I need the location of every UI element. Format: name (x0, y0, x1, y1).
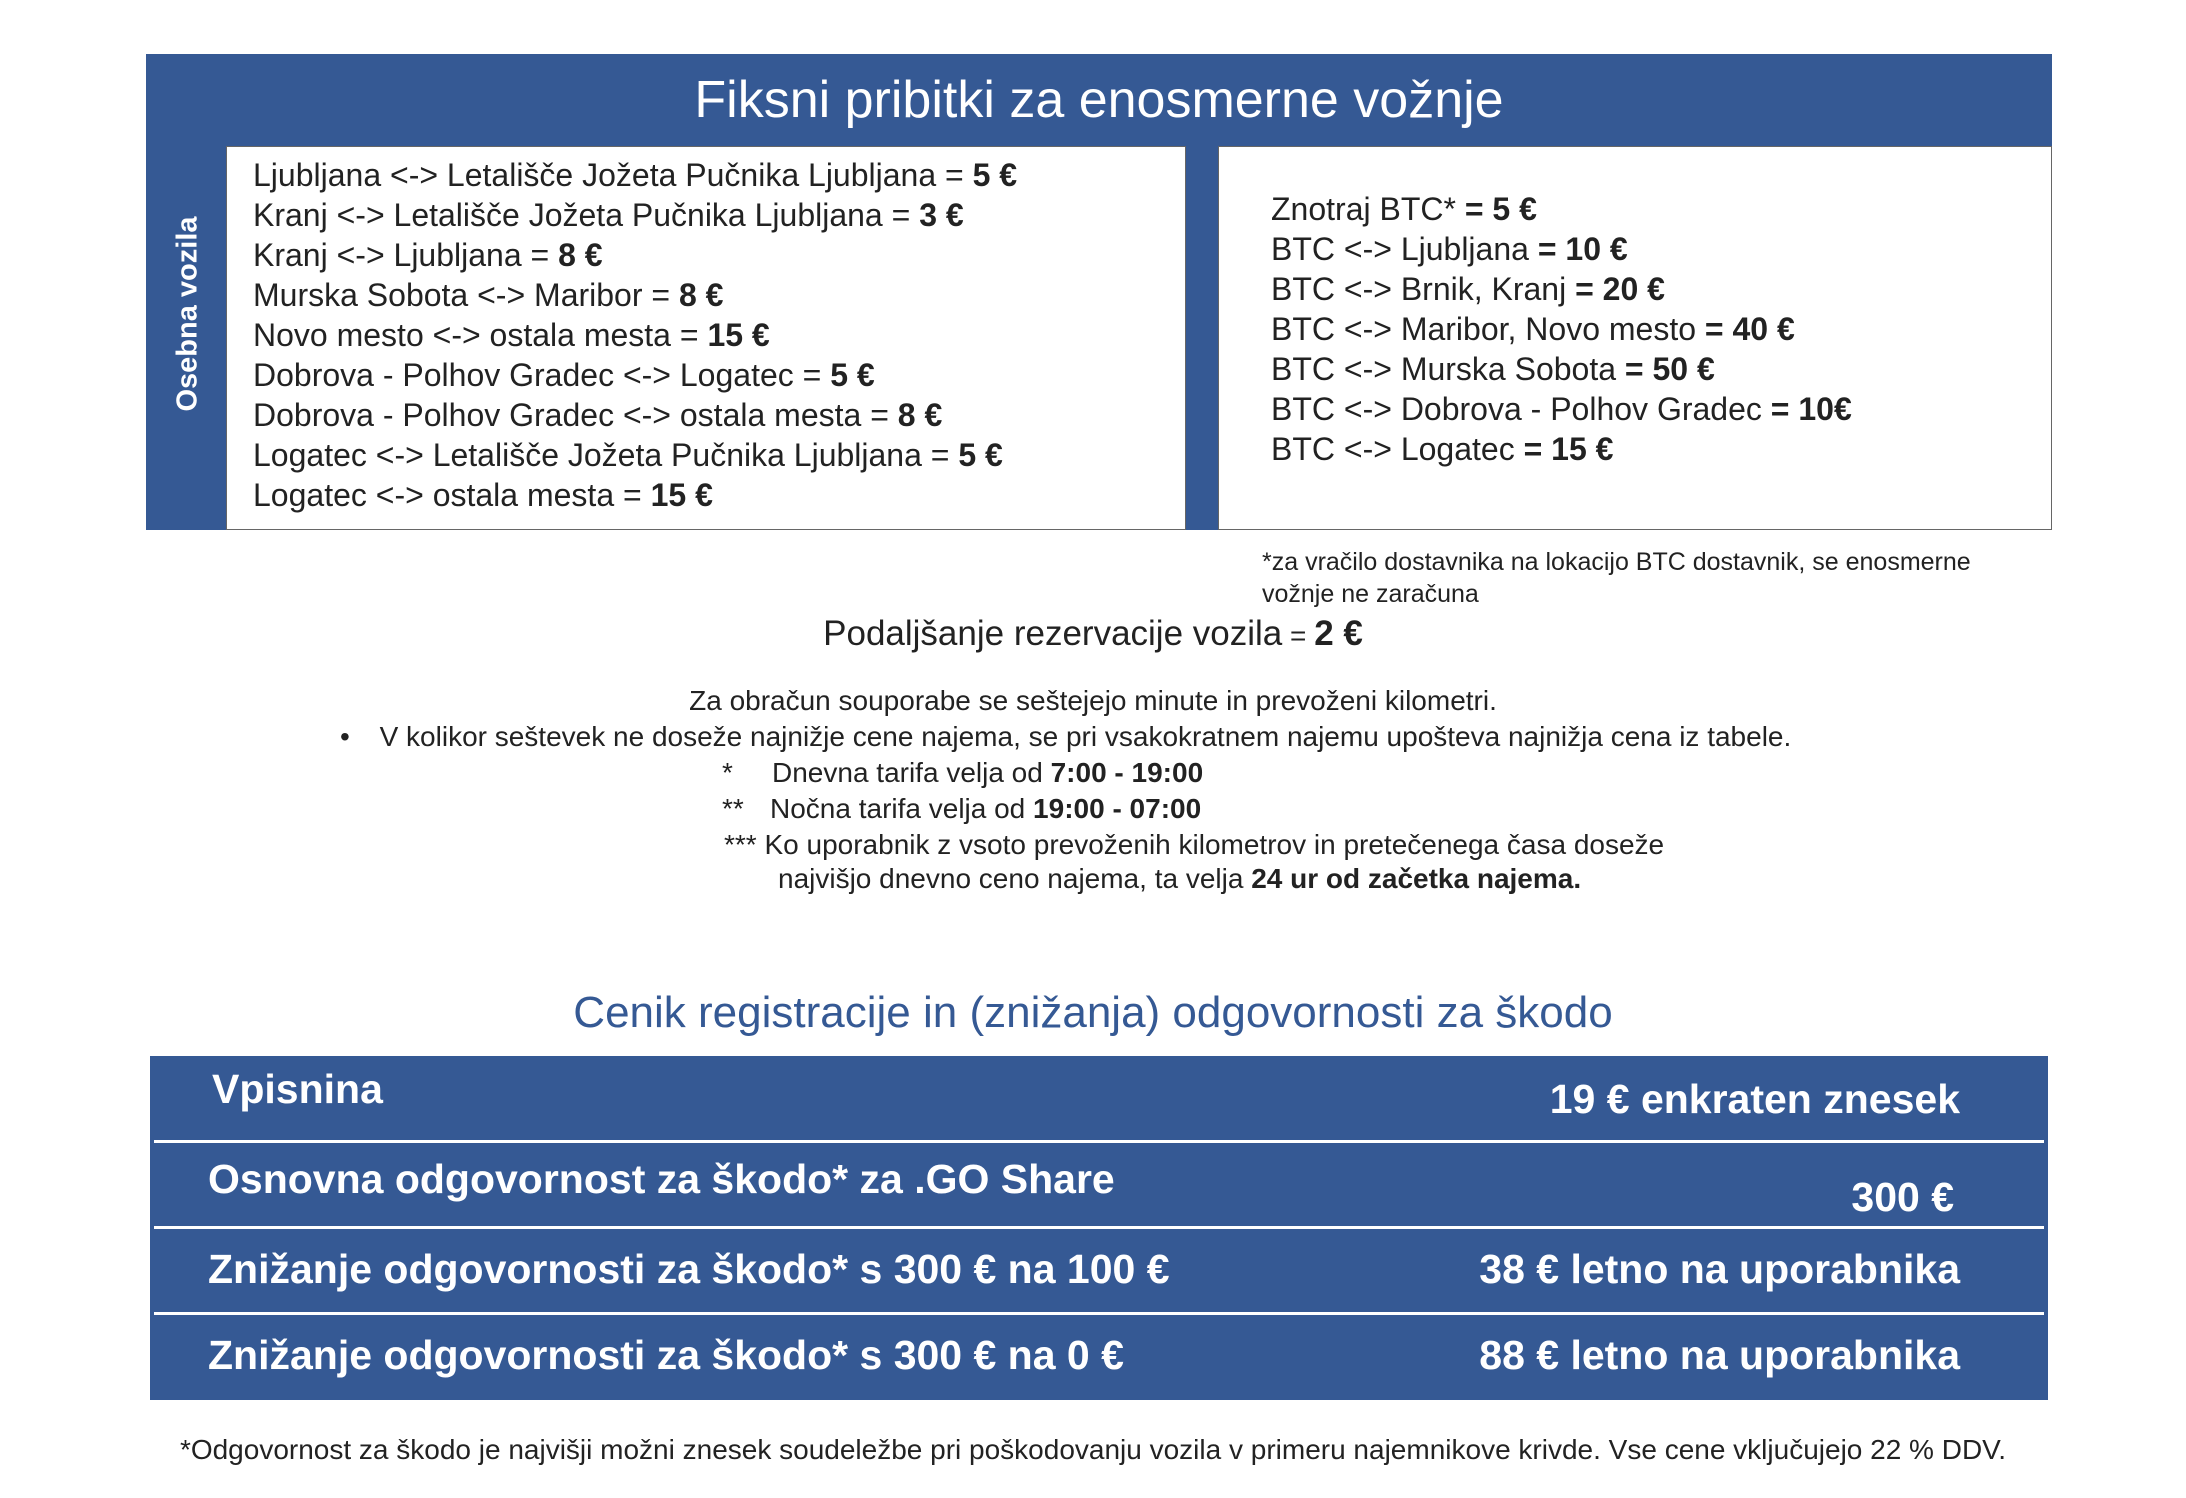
registration-row (150, 1314, 2048, 1400)
car-route-text: Dobrova - Polhov Gradec <-> Logatec = (253, 357, 831, 393)
day-time: 7:00 - 19:00 (1050, 757, 1204, 788)
night-marker: ** (722, 793, 744, 824)
car-route-price: 5 € (972, 157, 1018, 193)
car-route-row (253, 195, 964, 235)
day-marker: * (722, 757, 733, 788)
car-route-text: Ljubljana <-> Letališče Jožeta Pučnika Ljubljana = (253, 157, 973, 193)
car-route-text: Dobrova - Polhov Gradec <-> ostala mesta = (253, 397, 898, 433)
car-route-row (253, 435, 1003, 475)
van-route-text: Znotraj BTC* (1271, 191, 1456, 227)
extension-label: Podaljšanje rezervacije vozila (823, 614, 1283, 653)
notes-line-1: Za obračun souporabe se seštejejo minute in prevoženi kilometri. (689, 685, 1497, 716)
notes-bullet-line (340, 721, 1791, 753)
cars-section-label: Osebna vozila (171, 216, 204, 412)
van-route-row (1271, 429, 1613, 469)
van-route-price: = 40 € (1696, 311, 1795, 347)
car-route-row (253, 155, 1017, 195)
bullet-marker: • (340, 721, 350, 752)
registration-value: 19 € enkraten znesek (1549, 1076, 1960, 1122)
registration-row (150, 1056, 2048, 1142)
car-route-row (253, 395, 942, 435)
registration-value: 300 € (1851, 1174, 1954, 1220)
extension-price: 2 € (1314, 614, 1363, 653)
registration-label: Osnovna odgovornost za škodo* za .GO Share (208, 1156, 1115, 1202)
van-route-text: BTC <-> Dobrova - Polhov Gradec (1271, 391, 1762, 427)
van-route-text: BTC <-> Murska Sobota (1271, 351, 1617, 387)
car-route-text: Novo mesto <-> ostala mesta = (253, 317, 708, 353)
van-route-row (1271, 309, 1795, 349)
car-route-price: 5 € (830, 357, 875, 393)
van-route-price: = 5 € (1455, 191, 1537, 227)
van-route-price: = 50 € (1616, 351, 1715, 387)
extension-eq: = (1282, 620, 1315, 651)
day-tariff-note (722, 757, 1203, 789)
car-route-text: Logatec <-> ostala mesta = (253, 477, 651, 513)
registration-value: 88 € letno na uporabnika (1479, 1332, 1960, 1378)
night-time: 19:00 - 07:00 (1033, 793, 1202, 824)
day-text: Dnevna tarifa velja od (772, 757, 1051, 788)
van-route-row (1271, 389, 1852, 429)
car-route-text: Kranj <-> Letališče Jožeta Pučnika Ljubljana = (253, 197, 920, 233)
cars-panel (226, 146, 1186, 530)
car-route-text: Logatec <-> Letališče Jožeta Pučnika Ljubljana = (253, 437, 959, 473)
registration-row (150, 1142, 2048, 1228)
car-route-row (253, 235, 603, 275)
registration-row (150, 1228, 2048, 1314)
fixed-surcharges-table (146, 54, 2052, 530)
van-route-price: = 10 € (1528, 231, 1628, 267)
car-route-row (253, 315, 770, 355)
night-tariff-note (722, 793, 1201, 825)
van-route-text: BTC <-> Logatec (1271, 431, 1515, 467)
registration-label: Znižanje odgovornosti za škodo* s 300 € na 100 € (208, 1246, 1170, 1292)
van-return-note (1262, 546, 1971, 610)
max-text-bold: 24 ur od začetka najema. (1251, 863, 1582, 894)
van-route-price: = 15 € (1514, 431, 1614, 467)
van-route-text: BTC <-> Brnik, Kranj (1271, 271, 1567, 307)
van-route-row (1271, 189, 1537, 229)
max-marker: *** (724, 829, 757, 860)
registration-title: Cenik registracije in (znižanja) odgovornosti za škodo (573, 988, 1613, 1037)
registration-value: 38 € letno na uporabnika (1479, 1246, 1960, 1292)
van-note-line-1: *za vračilo dostavnika na lokacijo BTC dostavnik, se enosmerne (1262, 548, 1971, 576)
car-route-text: Murska Sobota <-> Maribor = (253, 277, 679, 313)
car-route-price: 8 € (678, 277, 724, 313)
car-route-row (253, 355, 875, 395)
car-route-row (253, 275, 723, 315)
registration-label: Vpisnina (212, 1066, 383, 1112)
car-route-price: 8 € (897, 397, 943, 433)
car-route-row (253, 475, 713, 515)
van-route-row (1271, 269, 1665, 309)
notes-line-2: V kolikor seštevek ne doseže najnižje cene najema, se pri vsakokratnem najemu upošteva najnižja cena iz tabele. (379, 721, 1792, 752)
registration-table (150, 1056, 2048, 1400)
max-text-2: najvišjo dnevno ceno najema, ta velja (778, 863, 1252, 894)
car-route-text: Kranj <-> Ljubljana = (253, 237, 559, 273)
reservation-extension (0, 614, 2186, 654)
car-route-price: 15 € (650, 477, 713, 513)
car-route-price: 3 € (919, 197, 964, 233)
registration-label: Znižanje odgovornosti za škodo* s 300 € na 0 € (208, 1332, 1124, 1378)
van-route-price: = 20 € (1566, 271, 1665, 307)
van-panel (1218, 146, 2052, 530)
van-route-text: BTC <-> Maribor, Novo mesto (1271, 311, 1697, 347)
max-price-note (724, 829, 1664, 895)
max-text-1: Ko uporabnik z vsoto prevoženih kilometrov in pretečenega časa doseže (764, 829, 1665, 860)
van-route-price: = 10€ (1761, 391, 1852, 427)
van-route-row (1271, 349, 1715, 389)
car-route-price: 8 € (558, 237, 603, 273)
van-section-label: Dostavnik (1148, 244, 1181, 384)
van-route-row (1271, 229, 1628, 269)
van-route-text: BTC <-> Ljubljana (1271, 231, 1529, 267)
night-text: Nočna tarifa velja od (770, 793, 1034, 824)
van-note-line-2: vožnje ne zaračuna (1262, 580, 1479, 608)
fixed-surcharges-title: Fiksni pribitki za enosmerne vožnje (694, 71, 1504, 129)
footer-note: *Odgovornost za škodo je najvišji možni znesek soudeležbe pri poškodovanju vozila v primeru najemnikove krivde. Vse cene vključujejo 22 % DDV. (179, 1434, 2007, 1465)
car-route-price: 15 € (707, 317, 770, 353)
car-route-price: 5 € (958, 437, 1003, 473)
